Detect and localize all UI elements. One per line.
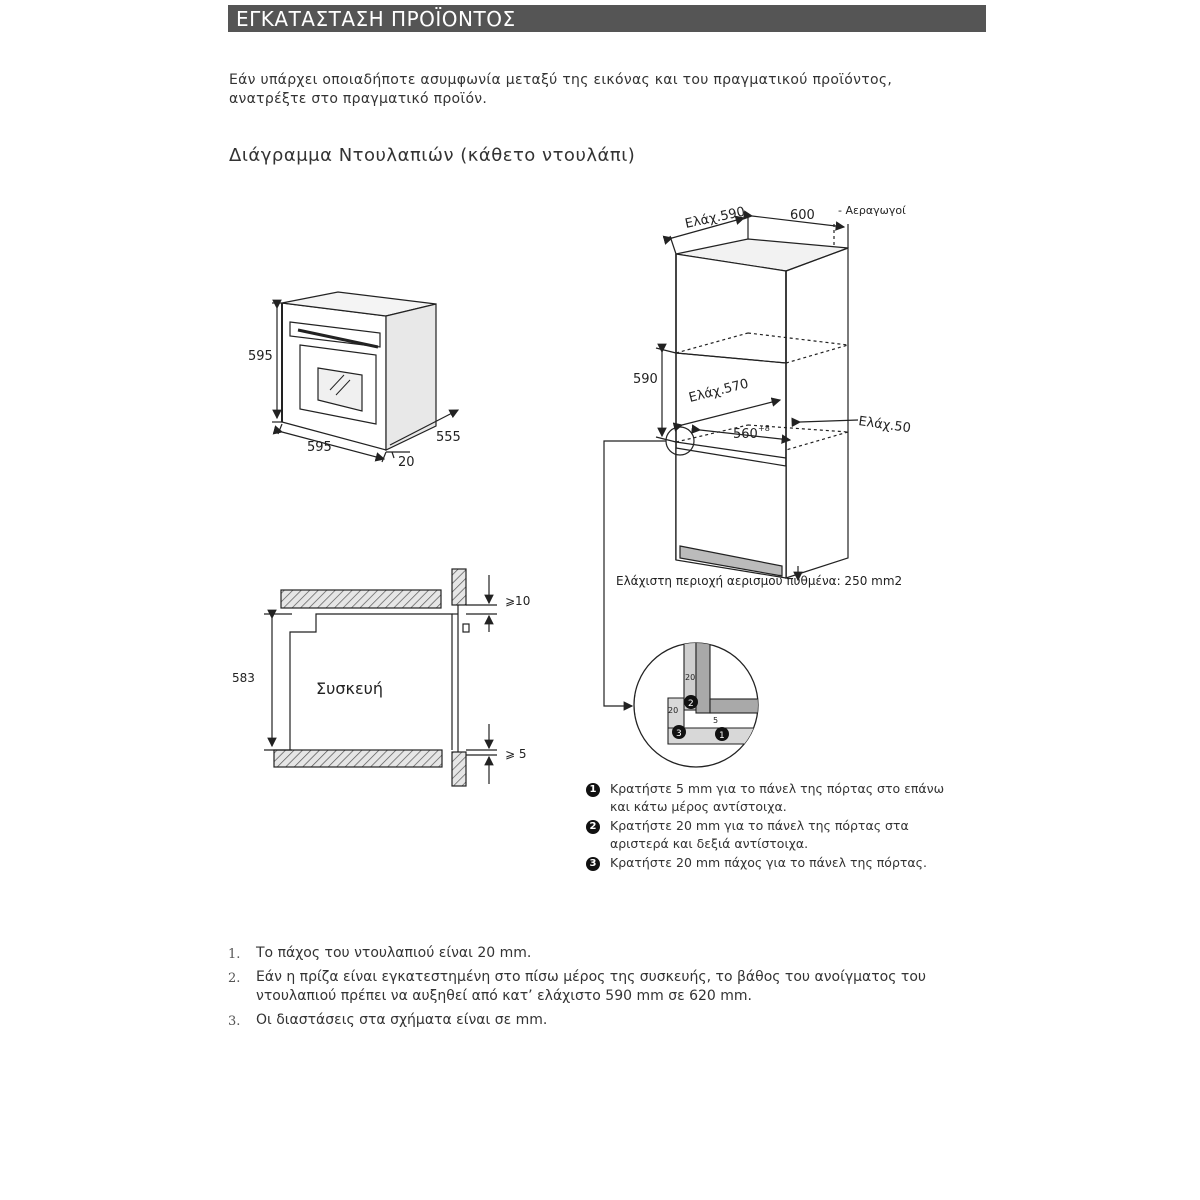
note-number: 2.: [228, 971, 241, 986]
detail-legend: [586, 780, 1006, 873]
oven-width-label: 595: [307, 440, 332, 455]
intro-line-1: Εάν υπάρχει οποιαδήποτε ασυμφωνία μεταξύ της εικόνας και του πραγματικού προϊόντος,: [229, 72, 893, 88]
cabinet-body: [676, 239, 848, 578]
opening-width-label: 560: [733, 427, 758, 442]
note-number: 1.: [228, 947, 241, 962]
legend-number: 1: [586, 783, 600, 797]
note-number: 3.: [228, 1014, 241, 1029]
front-wall: [452, 569, 466, 786]
legend-text: Κρατήστε 5 mm για το πάνελ της πόρτας στο επάνω: [610, 781, 945, 796]
oven-depth-label: 555: [436, 430, 461, 445]
note-item: [228, 944, 928, 963]
note-text: Οι διαστάσεις στα σχήματα είναι σε mm.: [256, 1012, 548, 1028]
detail-marker-1-label: 1: [719, 731, 725, 741]
oven-body: [282, 292, 436, 450]
cabinet-dimension-figure: [604, 214, 858, 706]
legend-item: [586, 854, 1006, 872]
legend-text: Κρατήστε 20 mm πάχος για το πάνελ της πόρτας.: [610, 855, 927, 870]
section-header: ΕΓΚΑΤΑΣΤΑΣΗ ΠΡΟΪΟΝΤΟΣ: [228, 5, 986, 32]
detail-marker-2-label: 2: [688, 699, 694, 709]
cabinet-bottom-panel: [274, 750, 442, 767]
legend-number: 3: [586, 857, 600, 871]
top-gap-label: ⩾10: [505, 594, 531, 608]
diagram-subtitle: Διάγραμμα Ντουλαπιών (κάθετο ντουλάπι): [229, 145, 636, 166]
bottom-gap-label: ⩾ 5: [505, 747, 527, 761]
legend-text: αριστερά και δεξιά αντίστοιχα.: [610, 836, 809, 851]
appliance-height-label: 583: [232, 671, 255, 685]
legend-text: και κάτω μέρος αντίστοιχα.: [610, 799, 787, 814]
legend-item: [586, 780, 1006, 816]
min-gap-label: Ελάχ.50: [857, 414, 912, 437]
note-text: Εάν η πρίζα είναι εγκατεστημένη στο πίσω μέρος της συσκευής, το βάθος του ανοίγματος του ντουλαπιού πρέπει να αυξηθεί από κατ’ ελάχιστο 590 mm σε 620 mm.: [256, 969, 927, 1004]
detail-dim-bottom: 5: [713, 716, 719, 725]
note-item: [228, 968, 928, 1006]
note-text: Το πάχος του ντουλαπιού είναι 20 mm.: [256, 945, 532, 961]
oven-height-label: 595: [248, 349, 273, 364]
legend-text: Κρατήστε 20 mm για το πάνελ της πόρτας στα: [610, 818, 909, 833]
oven-door-label: 20: [398, 455, 415, 470]
min-width-label: Ελάχ.570: [687, 376, 751, 406]
cabinet-min-depth-label: Ελάχ.590: [683, 204, 747, 232]
vents-label: - Αεραγωγοί: [838, 204, 906, 217]
legend-item: [586, 817, 1006, 853]
opening-width-tolerance: +8: [758, 424, 770, 433]
detail-dim-left: 20: [668, 706, 679, 715]
legend-number: 2: [586, 820, 600, 834]
appliance-label: Συσκευή: [316, 679, 383, 698]
corner-detail-figure: [634, 640, 770, 767]
intro-line-2: ανατρέξτε στο πραγματικό προϊόν.: [229, 91, 488, 107]
detail-dim-upper: 20: [685, 673, 696, 682]
cabinet-depth-label: 600: [790, 208, 815, 223]
side-section-figure: [264, 569, 497, 786]
ventilation-area-label: Ελάχιστη περιοχή αερισμού πυθμένα: 250 mm2: [616, 574, 903, 588]
opening-height-label: 590: [633, 372, 658, 387]
oven-dimension-figure: [272, 292, 458, 462]
note-item: [228, 1011, 928, 1030]
installation-notes: [228, 944, 928, 1035]
detail-marker-3-label: 3: [676, 729, 682, 739]
cabinet-top-panel: [281, 590, 441, 608]
